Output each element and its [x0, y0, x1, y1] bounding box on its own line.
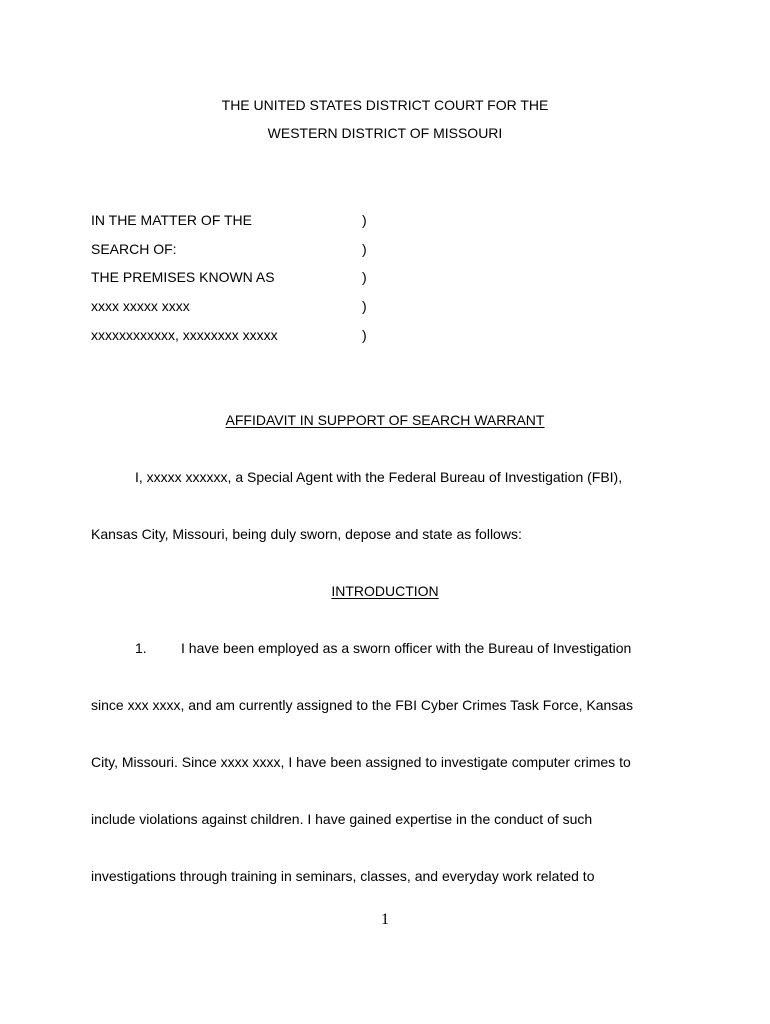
caption-bracket: )	[362, 241, 367, 257]
paragraph-line: investigations through training in seminars, classes, and everyday work related to	[91, 868, 595, 884]
caption-line: xxxx xxxxx xxxx	[91, 298, 190, 314]
caption-line: SEARCH OF:	[91, 241, 177, 257]
paragraph-line: I have been employed as a sworn officer with the Bureau of Investigation	[181, 640, 632, 656]
caption-line: xxxxxxxxxxxx, xxxxxxxx xxxxx	[91, 327, 278, 343]
affidavit-title: AFFIDAVIT IN SUPPORT OF SEARCH WARRANT	[225, 412, 545, 428]
caption-bracket: )	[362, 298, 367, 314]
caption-bracket: )	[362, 327, 367, 343]
court-title-line-1: THE UNITED STATES DISTRICT COURT FOR THE	[221, 97, 549, 113]
section-heading-introduction: INTRODUCTION	[331, 583, 439, 599]
caption-bracket: )	[362, 212, 367, 228]
court-title-line-2: WESTERN DISTRICT OF MISSOURI	[267, 125, 503, 141]
caption-line: THE PREMISES KNOWN AS	[91, 269, 275, 285]
opening-line-1: I, xxxxx xxxxxx, a Special Agent with the Federal Bureau of Investigation (FBI),	[135, 469, 623, 485]
paragraph-line: include violations against children. I have gained expertise in the conduct of such	[91, 811, 593, 827]
paragraph-line: since xxx xxxx, and am currently assigned to the FBI Cyber Crimes Task Force, Kansas	[91, 697, 634, 713]
caption-bracket: )	[362, 269, 367, 285]
paragraph-line: City, Missouri. Since xxxx xxxx, I have been assigned to investigate computer crimes to	[91, 754, 631, 770]
caption-line: IN THE MATTER OF THE	[91, 212, 253, 228]
paragraph-number: 1.	[135, 640, 147, 656]
page-number: 1	[381, 911, 389, 928]
opening-line-2: Kansas City, Missouri, being duly sworn, depose and state as follows:	[91, 526, 522, 542]
